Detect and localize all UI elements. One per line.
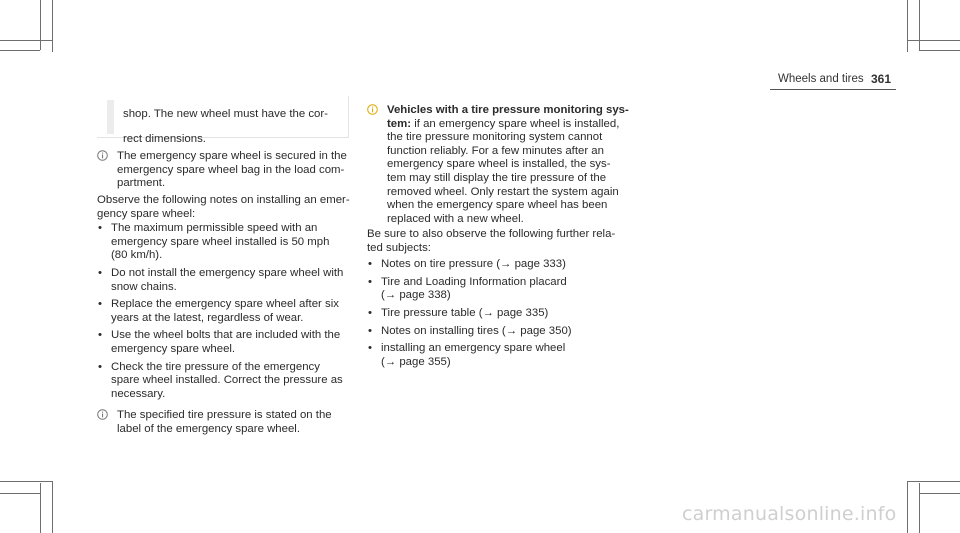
- right-column: [367, 104, 629, 373]
- bullet-icon: •: [98, 298, 102, 311]
- related-link[interactable]: [367, 258, 629, 272]
- text-line: Tire pressure table (→ page 335): [381, 306, 549, 319]
- text-line: tem may still display the tire pressure of the: [387, 171, 607, 184]
- bullet-icon: •: [98, 222, 102, 235]
- crop-mark: [907, 481, 908, 533]
- note-title: tem:: [387, 117, 412, 130]
- text-line: Use the wheel bolts that are included with the: [111, 329, 341, 342]
- text-line: emergency spare wheel bag in the load com-: [117, 163, 345, 176]
- page-number: 361: [871, 72, 892, 86]
- running-header: [770, 73, 896, 87]
- header-rule: [770, 89, 896, 90]
- crop-mark: [0, 493, 40, 494]
- text-line: The maximum permissible speed with an: [111, 222, 318, 235]
- text-line: emergency spare wheel installed is 50 mph: [111, 235, 330, 248]
- text-line: years at the latest, regardless of wear.: [111, 311, 304, 324]
- list-item: [97, 222, 357, 263]
- related-topics-list: [367, 258, 629, 369]
- crop-mark: [919, 493, 960, 494]
- crop-mark: [40, 0, 41, 50]
- text-line: gency spare wheel:: [97, 207, 196, 220]
- text-line: (→ page 355): [381, 355, 451, 368]
- text-line: necessary.: [111, 387, 166, 400]
- intro-paragraph: [367, 228, 629, 255]
- info-icon: [367, 104, 378, 115]
- text-line: when the emergency spare wheel has been: [387, 199, 608, 212]
- text-line: (→ page 338): [381, 289, 451, 302]
- related-link[interactable]: [367, 307, 629, 321]
- text-line: spare wheel installed. Correct the pressure as: [111, 374, 343, 387]
- bullet-icon: •: [368, 342, 372, 355]
- text-line: ted subjects:: [367, 241, 431, 254]
- watermark: carmanualsonline.info: [682, 503, 897, 525]
- list-item: [97, 267, 357, 294]
- crop-mark: [0, 481, 52, 482]
- text-line: removed wheel. Only restart the system again: [387, 185, 619, 198]
- crop-mark: [919, 50, 960, 51]
- crop-mark: [919, 483, 920, 533]
- list-item: [97, 329, 357, 356]
- crop-mark: [40, 483, 41, 533]
- text-line: The specified tire pressure is stated on the: [117, 409, 332, 422]
- bullet-list: [97, 222, 357, 401]
- text-span: if an emergency spare wheel is installed,: [411, 117, 620, 130]
- text-line: emergency spare wheel.: [111, 342, 236, 355]
- info-icon: [97, 150, 108, 161]
- text-line: Notes on tire pressure (→ page 333): [381, 258, 566, 271]
- crop-mark: [907, 481, 960, 482]
- bullet-icon: •: [98, 360, 102, 373]
- crop-mark: [0, 50, 40, 51]
- info-note: [367, 104, 629, 228]
- section-title: Wheels and tires: [778, 73, 864, 85]
- text-line: Replace the emergency spare wheel after six: [111, 298, 339, 311]
- continued-text-box: [97, 96, 349, 146]
- bullet-icon: •: [368, 324, 372, 337]
- bullet-icon: •: [98, 266, 102, 279]
- crop-mark: [907, 40, 960, 41]
- note-title: Vehicles with a tire pressure monitoring sys-: [387, 104, 629, 116]
- crop-mark: [52, 481, 53, 533]
- text-line: (80 km/h).: [111, 249, 163, 262]
- text-line: Notes on installing tires (→ page 350): [381, 324, 572, 337]
- crop-mark: [52, 0, 53, 52]
- info-icon: [97, 409, 108, 420]
- text-line: Be sure to also observe the following further rela-: [367, 228, 616, 240]
- bullet-icon: •: [98, 329, 102, 342]
- crop-mark: [919, 0, 920, 50]
- info-note: [97, 150, 357, 194]
- text-line: Tire and Loading Information placard: [381, 275, 567, 288]
- text-line: Do not install the emergency spare wheel with: [111, 266, 344, 279]
- left-column: [97, 150, 357, 439]
- related-link[interactable]: [367, 276, 629, 303]
- intro-paragraph: [97, 194, 357, 221]
- text-line: the tire pressure monitoring system cannot: [387, 131, 603, 144]
- text-line: label of the emergency spare wheel.: [117, 422, 300, 435]
- text-line: [387, 118, 629, 132]
- list-item: [97, 298, 357, 325]
- text-line: Check the tire pressure of the emergency: [111, 360, 320, 373]
- continued-marker: [107, 100, 114, 134]
- text-line: Observe the following notes on installing an emer-: [97, 194, 350, 206]
- bullet-icon: •: [368, 275, 372, 288]
- info-note: [97, 409, 357, 439]
- related-link[interactable]: [367, 342, 629, 369]
- text-line: snow chains.: [111, 280, 177, 293]
- text-line: shop. The new wheel must have the cor-: [123, 108, 328, 121]
- text-line: replaced with a new wheel.: [387, 212, 524, 225]
- text-line: rect dimensions.: [123, 133, 206, 146]
- crop-mark: [907, 0, 908, 52]
- text-line: function reliably. For a few minutes after an: [387, 144, 604, 157]
- bullet-icon: •: [368, 306, 372, 319]
- crop-mark: [0, 40, 52, 41]
- text-line: partment.: [117, 177, 166, 190]
- text-line: The emergency spare wheel is secured in the: [117, 150, 347, 162]
- list-item: [97, 361, 357, 402]
- bullet-icon: •: [368, 258, 372, 271]
- text-line: emergency spare wheel is installed, the sys-: [387, 158, 611, 171]
- text-line: installing an emergency spare wheel: [381, 342, 566, 355]
- related-link[interactable]: [367, 325, 629, 339]
